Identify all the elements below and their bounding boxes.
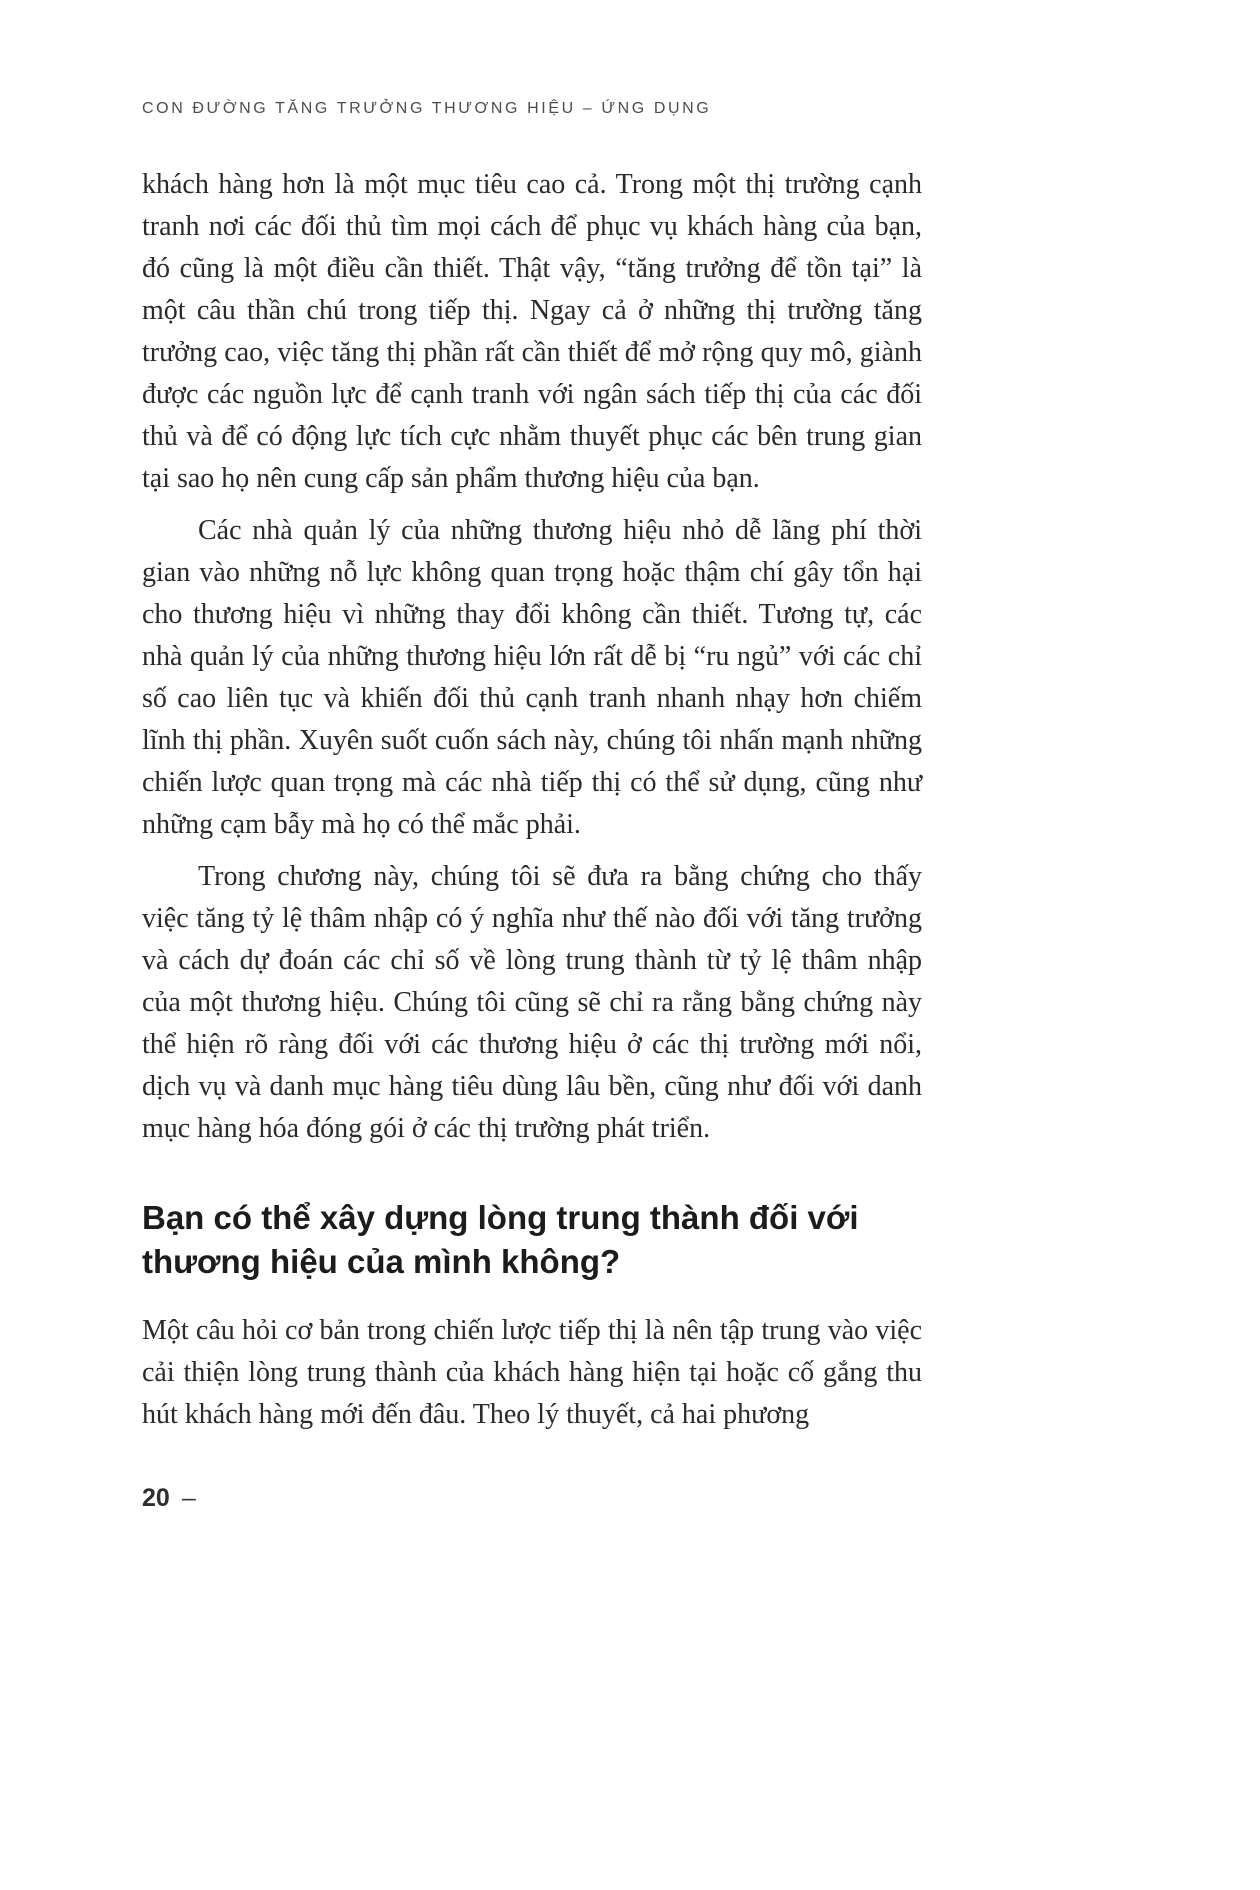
paragraph: Các nhà quản lý của những thương hiệu nhỏ dễ lãng phí thời gian vào những nỗ lực không quan trọng hoặc thậm chí gây tổn hại cho thương hiệu vì những thay đổi không cần thiết. Tương tự, các nhà quản lý của những thương hiệu lớn rất dễ bị “ru ngủ” với các chỉ số cao liên tục và khiến đối thủ cạnh tranh nhanh nhạy hơn chiếm lĩnh thị phần. Xuyên suốt cuốn sách này, chúng tôi nhấn mạnh những chiến lược quan trọng mà các nhà tiếp thị có thể sử dụng, cũng như những cạm bẫy mà họ có thể mắc phải.: [142, 515, 922, 840]
section-heading: Bạn có thể xây dựng lòng trung thành đối với thương hiệu của mình không?: [142, 1199, 859, 1280]
page-footer: [142, 1484, 922, 1513]
running-header: CON ĐƯỜNG TĂNG TRƯỞNG THƯƠNG HIỆU – ỨNG DỤNG: [142, 100, 712, 117]
paragraph: Trong chương này, chúng tôi sẽ đưa ra bằng chứng cho thấy việc tăng tỷ lệ thâm nhập có ý nghĩa như thế nào đối với tăng trưởng và cách dự đoán các chỉ số về lòng trung thành từ tỷ lệ thâm nhập của một thương hiệu. Chúng tôi cũng sẽ chỉ ra rằng bằng chứng này thể hiện rõ ràng đối với các thương hiệu ở các thị trường mới nổi, dịch vụ và danh mục hàng tiêu dùng lâu bền, cũng như đối với danh mục hàng hóa đóng gói ở các thị trường phát triển.: [142, 861, 922, 1144]
paragraph-continued: khách hàng hơn là một mục tiêu cao cả. Trong một thị trường cạnh tranh nơi các đối thủ tìm mọi cách để phục vụ khách hàng của bạn, đó cũng là một điều cần thiết. Thật vậy, “tăng trưởng để tồn tại” là một câu thần chú trong tiếp thị. Ngay cả ở những thị trường tăng trưởng cao, việc tăng thị phần rất cần thiết để mở rộng quy mô, giành được các nguồn lực để cạnh tranh với ngân sách tiếp thị của các đối thủ và để có động lực tích cực nhằm thuyết phục các bên trung gian tại sao họ nên cung cấp sản phẩm thương hiệu của bạn.: [142, 169, 922, 494]
page-number-dash: –: [181, 1484, 196, 1512]
page-number: 20: [142, 1484, 170, 1512]
page-body: [142, 164, 922, 1513]
paragraph: Một câu hỏi cơ bản trong chiến lược tiếp thị là nên tập trung vào việc cải thiện lòng trung thành của khách hàng hiện tại hoặc cố gắng thu hút khách hàng mới đến đâu. Theo lý thuyết, cả hai phương: [142, 1315, 922, 1430]
